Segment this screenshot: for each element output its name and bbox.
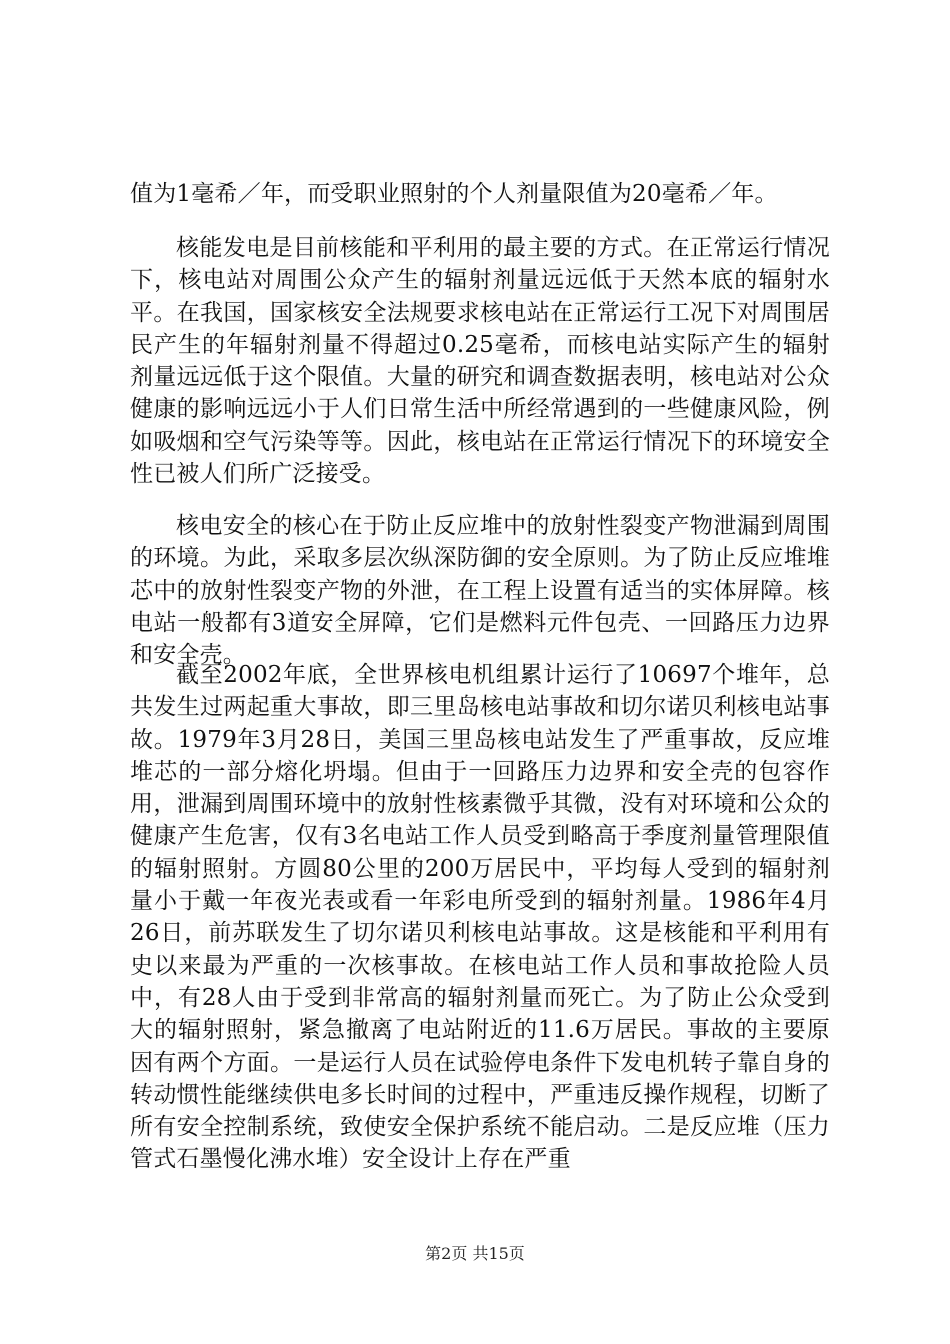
paragraph-nuclear-safety-core: 核电安全的核心在于防止反应堆中的放射性裂变产物泄漏到周围的环境。为此，采取多层次纵深防御的安全原则。为了防止反应堆堆芯中的放射性裂变产物的外泄，在工程上设置有适当的实体屏障。核电站一般都有3道安全屏障，它们是燃料元件包壳、一回路压力边界和安全壳。	[130, 513, 830, 669]
paragraph-nuclear-power-generation: 核能发电是目前核能和平利用的最主要的方式。在正常运行情况下，核电站对周围公众产生的辐射剂量远远低于天然本底的辐射水平。在我国，国家核安全法规要求核电站在正常运行工况下对周围居民产生的年辐射剂量不得超过0.25毫希，而核电站实际产生的辐射剂量远远低于这个限值。大量的研究和调查数据表明，核电站对公众健康的影响远远小于人们日常生活中所经常遇到的一些健康风险，例如吸烟和空气污染等等。因此，核电站在正常运行情况下的环境安全性已被人们所广泛接受。	[130, 235, 830, 488]
paragraph-continuation: 值为1毫希／年，而受职业照射的个人剂量限值为20毫希／年。	[130, 181, 778, 207]
page-footer: 第2页 共15页	[425, 1244, 525, 1263]
paragraph-major-accidents: 截至2002年底，全世界核电机组累计运行了10697个堆年，总共发生过两起重大事故，即三里岛核电站事故和切尔诺贝利核电站事故。1979年3月28日，美国三里岛核电站发生了严重事故，反应堆堆芯的一部分熔化坍塌。但由于一回路压力边界和安全壳的包容作用，泄漏到周围环境中的放射性核素微乎其微，没有对环境和公众的健康产生危害，仅有3名电站工作人员受到略高于季度剂量管理限值的辐射照射。方圆80公里的200万居民中，平均每人受到的辐射剂量小于戴一年夜光表或看一年彩电所受到的辐射剂量。1986年4月26日，前苏联发生了切尔诺贝利核电站事故。这是核能和平利用有史以来最为严重的一次核事故。在核电站工作人员和事故抢险人员中，有28人由于受到非常高的辐射剂量而死亡。为了防止公众受到大的辐射照射，紧急撤离了电站附近的11.6万居民。事故的主要原因有两个方面。一是运行人员在试验停电条件下发电机转子靠自身的转动惯性能继续供电多长时间的过程中，严重违反操作规程，切断了所有安全控制系统，致使安全保护系统不能启动。二是反应堆（压力管式石墨慢化沸水堆）安全设计上存在严重	[130, 662, 830, 1173]
